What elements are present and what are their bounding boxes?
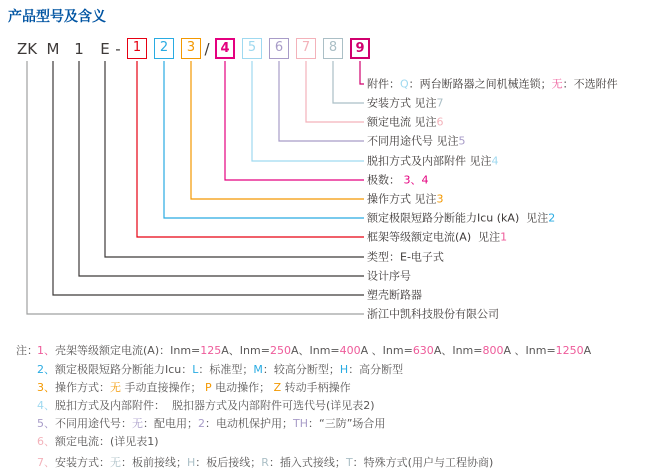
callout-text: 操作方式 见注 <box>367 192 437 206</box>
page-title: 产品型号及含义 <box>8 9 106 25</box>
model-letter-1: 1 <box>74 40 84 58</box>
callout-text: 无 <box>551 77 563 91</box>
note-text: L <box>192 363 199 376</box>
note-text: ：“三防”场合用 <box>308 417 386 430</box>
note-text: 不同用途代号： <box>55 417 132 430</box>
callout-line-b8 <box>333 61 364 103</box>
note-row-5 <box>37 417 385 431</box>
note-text: TH <box>293 417 308 430</box>
note-text: 无 <box>132 417 143 430</box>
note-text: 壳架等级额定电流(A)：Inm= <box>55 344 201 357</box>
callout-text: 2 <box>548 211 556 225</box>
callout-label-b6 <box>367 135 466 148</box>
note-text: A 、Inm= <box>360 344 413 357</box>
callout-label-E <box>367 251 444 264</box>
model-digit-box-7: 7 <box>296 38 316 59</box>
callout-text: 7 <box>436 96 444 110</box>
callout-line-b3 <box>191 61 364 199</box>
note-text: 2 <box>198 417 205 430</box>
model-digit-box-3: 3 <box>181 38 201 59</box>
callout-line-b7 <box>306 61 364 122</box>
model-slash: / <box>204 40 210 58</box>
callout-label-ZK <box>367 308 499 321</box>
model-digit-box-2: 2 <box>154 38 174 59</box>
note-text: ：标准型； <box>198 363 254 376</box>
model-digit-box-1: 1 <box>127 38 147 59</box>
note-text: A <box>583 344 592 357</box>
note-text: 无 <box>110 456 121 469</box>
note-number: 5、 <box>37 417 55 430</box>
note-number: 3、 <box>37 381 55 394</box>
note-text: 转动手柄操作 <box>281 381 351 394</box>
callout-text: 额定电流 见注 <box>367 115 437 129</box>
note-row-3 <box>37 381 351 395</box>
note-number: 7、 <box>37 456 55 469</box>
note-row-6 <box>37 435 159 449</box>
callout-text: ：不选附件 <box>562 77 618 91</box>
callout-text: 安装方式 见注 <box>367 96 437 110</box>
note-number: 6、 <box>37 435 55 448</box>
callout-label-b2 <box>367 212 555 225</box>
callout-label-D1 <box>367 270 411 283</box>
model-digit-box-5: 5 <box>242 38 262 59</box>
note-text: 手动直接操作； <box>121 381 205 394</box>
callout-text: 脱扣方式及内部附件 见注 <box>367 154 492 168</box>
callout-text: Q <box>400 77 409 91</box>
callout-text: 类型：E-电子式 <box>367 250 444 264</box>
callout-line-b4 <box>225 61 364 180</box>
model-digit-box-4: 4 <box>215 38 235 59</box>
callout-text: 附件： <box>367 77 400 91</box>
note-text: 无 <box>110 381 121 394</box>
model-letter-E: E <box>100 40 110 58</box>
callout-line-b1 <box>137 61 364 237</box>
note-text: 630 <box>412 344 434 357</box>
callout-line-b6 <box>279 61 364 141</box>
note-text: 操作方式： <box>55 381 110 394</box>
callout-text: 极数： <box>367 173 404 187</box>
callout-label-b7 <box>367 116 444 129</box>
model-letter-M: M <box>46 40 60 58</box>
model-dash: - <box>115 40 121 58</box>
notes-prefix: 注： <box>16 344 38 357</box>
callout-text: 3、4 <box>403 173 429 187</box>
note-text: P <box>205 381 212 394</box>
note-text: 额定极限短路分断能力Icu： <box>55 363 193 376</box>
callout-line-D1 <box>79 61 364 276</box>
callout-text: 额定极限短路分断能力Icu (kA) 见注 <box>367 211 549 225</box>
note-text: 安装方式： <box>55 456 110 469</box>
note-text: A 、Inm= <box>503 344 556 357</box>
callout-text: 5 <box>458 134 466 148</box>
callout-text: 不同用途代号 见注 <box>367 134 459 148</box>
note-text: 800 <box>482 344 504 357</box>
note-text: A、Inm= <box>290 344 340 357</box>
callout-line-b9 <box>360 61 364 84</box>
note-text: ：高分断型 <box>348 363 404 376</box>
model-digit-box-8: 8 <box>323 38 343 59</box>
note-number: 2、 <box>37 363 55 376</box>
note-text: M <box>253 363 263 376</box>
callout-text: ：两台断路器之间机械连锁； <box>408 77 552 91</box>
note-number: 1、 <box>37 344 55 357</box>
model-digit-box-9: 9 <box>350 38 370 59</box>
note-text: 额定电流：(详见表1) <box>55 435 159 448</box>
note-text: ：配电用； <box>143 417 198 430</box>
note-text: ：插入式接线； <box>268 456 346 469</box>
note-text: ：板后接线； <box>195 456 262 469</box>
note-row-4 <box>37 399 375 413</box>
callout-text: 浙江中凯科技股份有限公司 <box>367 307 499 321</box>
note-text: 250 <box>269 344 291 357</box>
callout-label-b3 <box>367 193 444 206</box>
callout-text: 塑壳断路器 <box>367 288 422 302</box>
callout-line-M <box>53 61 364 295</box>
note-row-1 <box>37 344 591 358</box>
callout-line-b5 <box>252 61 364 161</box>
note-number: 4、 <box>37 399 55 412</box>
note-text: T <box>345 456 353 469</box>
note-text: Z <box>273 381 282 394</box>
model-digit-box-6: 6 <box>269 38 289 59</box>
callout-line-ZK <box>27 61 364 314</box>
callout-text: 1 <box>500 230 508 244</box>
note-text: 125 <box>200 344 222 357</box>
model-letter-ZK: ZK <box>16 40 38 58</box>
note-text: R <box>261 456 269 469</box>
note-text: H <box>187 456 196 469</box>
callout-label-b1 <box>367 231 507 244</box>
callout-label-b9 <box>367 78 618 91</box>
note-text: H <box>339 363 349 376</box>
callout-text: 设计序号 <box>367 269 411 283</box>
note-text: 电动操作； <box>211 381 274 394</box>
callout-line-E <box>105 61 364 257</box>
note-text: A、Inm= <box>221 344 270 357</box>
callout-text: 4 <box>491 154 499 168</box>
note-row-2 <box>37 363 403 377</box>
note-text: ：板前接线； <box>121 456 187 469</box>
note-text: A、Inm= <box>433 344 483 357</box>
note-text: 400 <box>339 344 361 357</box>
note-text: ：特殊方式(用户与工程协商) <box>352 456 494 469</box>
callout-text: 6 <box>436 115 444 129</box>
callout-text: 3 <box>436 192 444 206</box>
note-row-7 <box>37 456 493 470</box>
note-text: ：较高分断型； <box>262 363 340 376</box>
callout-label-b4 <box>367 174 429 187</box>
note-text: 脱扣方式及内部附件： 脱扣器方式及内部附件可选代号(详见表2) <box>55 399 375 412</box>
note-text: 1250 <box>555 344 584 357</box>
note-text: ：电动机保护用； <box>205 417 293 430</box>
callout-label-b5 <box>367 155 499 168</box>
callout-label-M <box>367 289 422 302</box>
callout-label-b8 <box>367 97 444 110</box>
callout-text: 框架等级额定电流(A) 见注 <box>367 230 501 244</box>
callout-line-b2 <box>164 61 364 218</box>
